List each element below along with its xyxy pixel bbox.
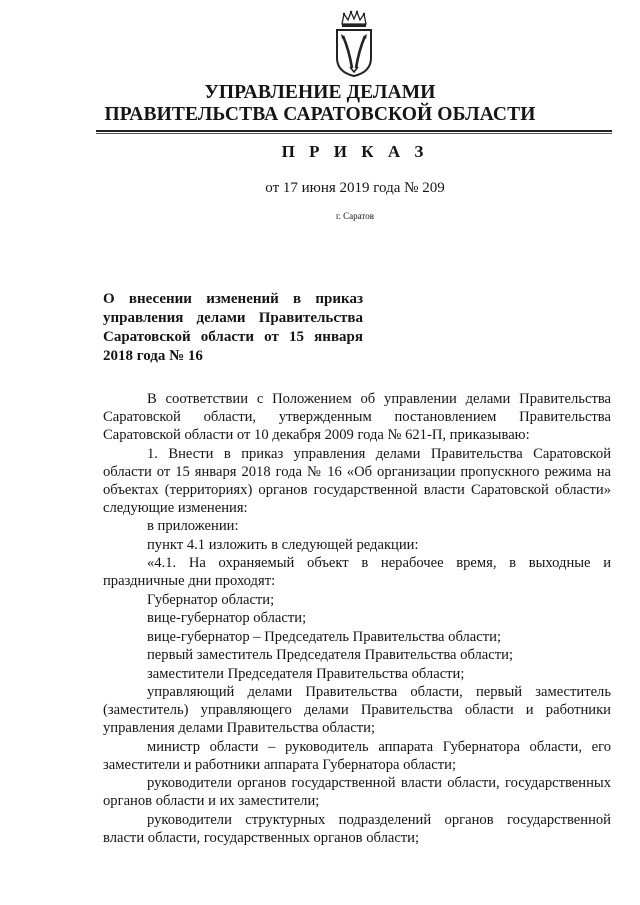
body-paragraph: 1. Внести в приказ управления делами Правительства Саратовской области от 15 января 2018 года № 16 «Об организации пропускного режима на объектах (территориях) органов государственной власти Саратовской области» следующие изменения: — [103, 445, 611, 516]
body-paragraph: заместители Председателя Правительства области; — [147, 665, 465, 682]
body-paragraph: управляющий делами Правительства области, первый заместитель (заместитель) управляющего делами Правительства области и работники управления делами Правительства области; — [103, 684, 611, 736]
header-divider-thin — [96, 133, 612, 134]
body-paragraph: руководители структурных подразделений органов государственной власти области, государственных органов области; — [103, 811, 611, 846]
body-paragraph: первый заместитель Председателя Правительства области; — [147, 647, 513, 663]
document-date-number: от 17 июня 2019 года № 209 — [265, 180, 445, 196]
document-body — [103, 390, 611, 847]
body-paragraph: министр области – руководитель аппарата Губернатора области, его заместители и работники аппарата Губернатора области; — [103, 738, 611, 773]
organization-name-line1: УПРАВЛЕНИЕ ДЕЛАМИ — [204, 82, 436, 103]
document-subject: О внесении изменений в приказ управления делами Правительства Саратовской области от 15 января 2018 года № 16 — [103, 291, 363, 364]
body-paragraph: В соответствии с Положением об управлении делами Правительства Саратовской области, утвержденным постановлением Правительства Саратовской области от 10 декабря 2009 года № 621-П, приказываю: — [103, 391, 611, 443]
body-paragraph: Губернатор области; — [147, 591, 275, 608]
header-divider — [96, 130, 612, 132]
body-paragraph: «4.1. На охраняемый объект в нерабочее время, в выходные и праздничные дни проходят: — [103, 555, 611, 589]
organization-name-line2: ПРАВИТЕЛЬСТВА САРАТОВСКОЙ ОБЛАСТИ — [104, 104, 536, 125]
saratov-coat-of-arms-icon — [331, 10, 377, 78]
document-city: г. Саратов — [336, 211, 374, 221]
body-paragraph: вице-губернатор области; — [147, 610, 307, 626]
body-paragraph: в приложении: — [147, 518, 239, 534]
document-type: П Р И К А З — [281, 142, 429, 161]
body-paragraph: пункт 4.1 изложить в следующей редакции: — [147, 536, 419, 553]
body-paragraph: вице-губернатор – Председатель Правительства области; — [147, 628, 502, 645]
body-paragraph: руководители органов государственной власти области, государственных органов области и их заместители; — [103, 775, 611, 809]
